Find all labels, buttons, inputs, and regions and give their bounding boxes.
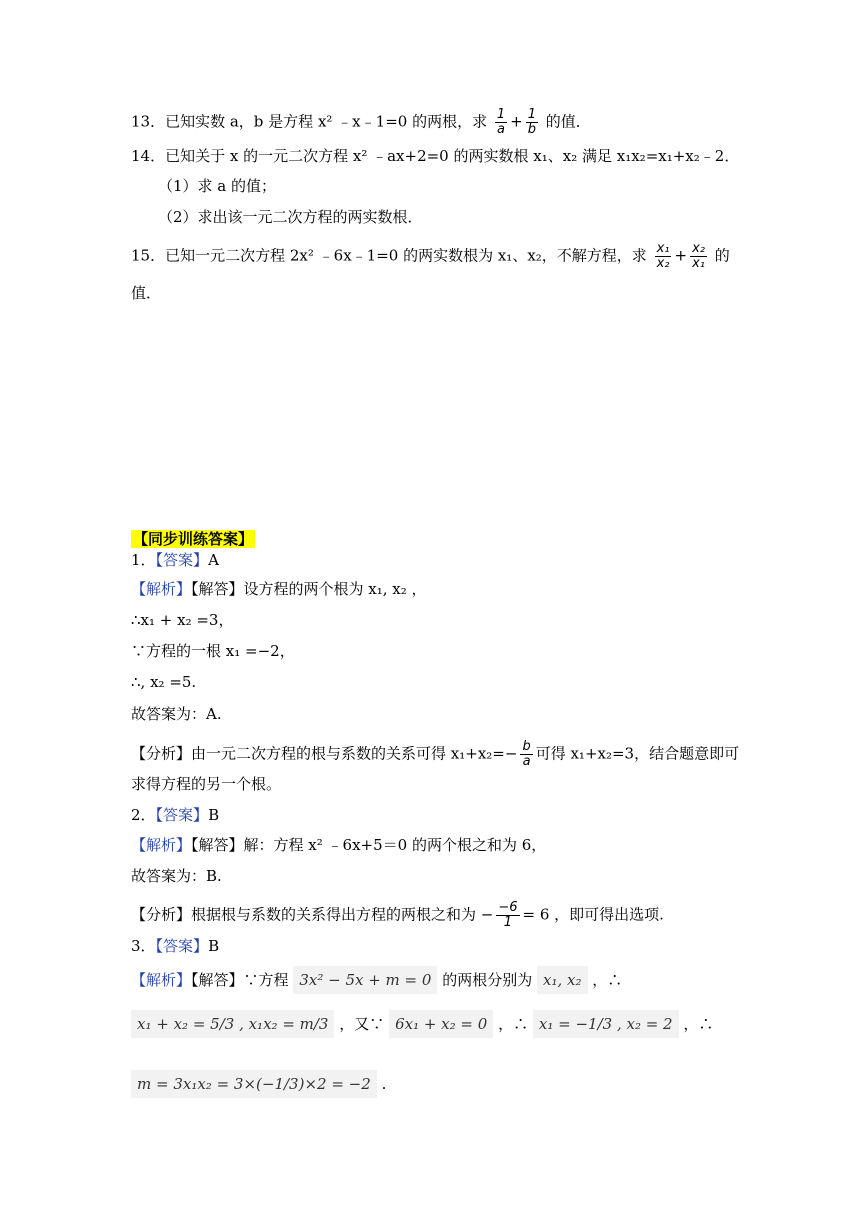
answer-1-step: ∴x₁ + x₂ =3，	[131, 611, 234, 629]
problem-text: 已知实数 a，b 是方程 x² ﹣x﹣1=0 的两根，求	[165, 112, 488, 131]
answer-1-step: ∵方程的一根 x₁ =−2，	[131, 642, 295, 660]
fraction: $\frac{\text{x₁}}{\text{x₂}}$	[656, 241, 670, 271]
answer-1-reasoning-cont: 求得方程的另一个根。	[131, 775, 282, 793]
equation-image: x₁ = −1/3 , x₂ = 2	[533, 1010, 679, 1038]
answer-3-analysis: 【解析】【解答】∵方程 3x² − 5x + m = 0 的两根分别为 x₁, x₂ ，∴	[131, 966, 622, 994]
equation-image: x₁, x₂	[537, 966, 587, 994]
problem-14-part-1: （1）求 a 的值；	[158, 177, 277, 195]
answer-2-conclusion: 故答案为：B.	[131, 867, 222, 885]
problem-14-part-2: （2）求出该一元二次方程的两实数根．	[158, 208, 423, 226]
problem-number: 14．	[131, 147, 166, 165]
fraction: $\frac{1}{a}$	[496, 107, 506, 137]
problem-14	[131, 145, 739, 167]
equation-image: 6x₁ + x₂ = 0	[389, 1010, 493, 1038]
answer-2-reasoning: 【分析】根据根与系数的关系得出方程的两根之和为 − $\frac{-6}{1}$ = 6 ，即可得出选项.	[131, 900, 664, 930]
answer-1-conclusion: 故答案为：A.	[131, 705, 222, 723]
equation-image: x₁ + x₂ = 5/3 , x₁x₂ = m/3	[131, 1010, 334, 1038]
answer-1: 1．【答案】A	[131, 551, 219, 569]
problem-text: 已知一元二次方程 2x² ﹣6x﹣1=0 的两实数根为 x₁、x₂，不解方程，求	[165, 246, 647, 265]
answer-1-step: ∴, x₂ =5.	[131, 673, 197, 691]
fraction: $\frac{-6}{1}$	[498, 900, 518, 930]
problem-15: 15．已知一元二次方程 2x² ﹣6x﹣1=0 的两实数根为 x₁、x₂，不解方程，求 $\frac{\text{x₁}}{\text{x₂}}$ + $\frac{\text{x₂}}{\text{x₁}}$ 的	[131, 241, 730, 271]
answers-heading: 【同步训练答案】	[133, 530, 254, 548]
fraction: $\frac{\text{x₂}}{\text{x₁}}$	[692, 241, 705, 271]
equation-image: 3x² − 5x + m = 0	[293, 966, 437, 994]
problem-number: 13．	[131, 112, 166, 131]
problem-15-continued: 值．	[131, 284, 162, 302]
equation-image: m = 3x₁x₂ = 3×(−1/3)×2 = −2	[131, 1070, 377, 1098]
answer-3-step: x₁ + x₂ = 5/3 , x₁x₂ = m/3 ，又∵ 6x₁ + x₂ = 0 ，∴ x₁ = −1/3 , x₂ = 2 ，∴	[131, 1010, 713, 1038]
answer-3-result: m = 3x₁x₂ = 3×(−1/3)×2 = −2 .	[131, 1070, 386, 1098]
problem-text: 已知关于 x 的一元二次方程 x² ﹣ax+2=0 的两实数根 x₁、x₂ 满足 x₁x₂=x₁+x₂﹣2．	[165, 147, 740, 165]
answer-2-analysis: 【解析】【解答】解：方程 x² ﹣6x+5＝0 的两个根之和为 6，	[131, 836, 547, 854]
answer-2: 2．【答案】B	[131, 806, 220, 824]
answer-1-analysis: 【解析】【解答】设方程的两个根为 x₁, x₂ ，	[131, 580, 427, 598]
answer-3: 3．【答案】B	[131, 937, 220, 955]
problem-number: 15．	[131, 246, 166, 265]
answer-1-reasoning: 【分析】由一元二次方程的根与系数的关系可得 x₁+x₂=− $\frac{b}{a}$ 可得 x₁+x₂=3，结合题意即可	[131, 739, 740, 769]
fraction: $\frac{1}{b}$	[527, 107, 536, 137]
problem-13: 13．已知实数 a，b 是方程 x² ﹣x﹣1=0 的两根，求 $\frac{1}{a}$ + $\frac{1}{b}$ 的值．	[131, 107, 591, 137]
fraction: $\frac{b}{a}$	[522, 739, 531, 769]
